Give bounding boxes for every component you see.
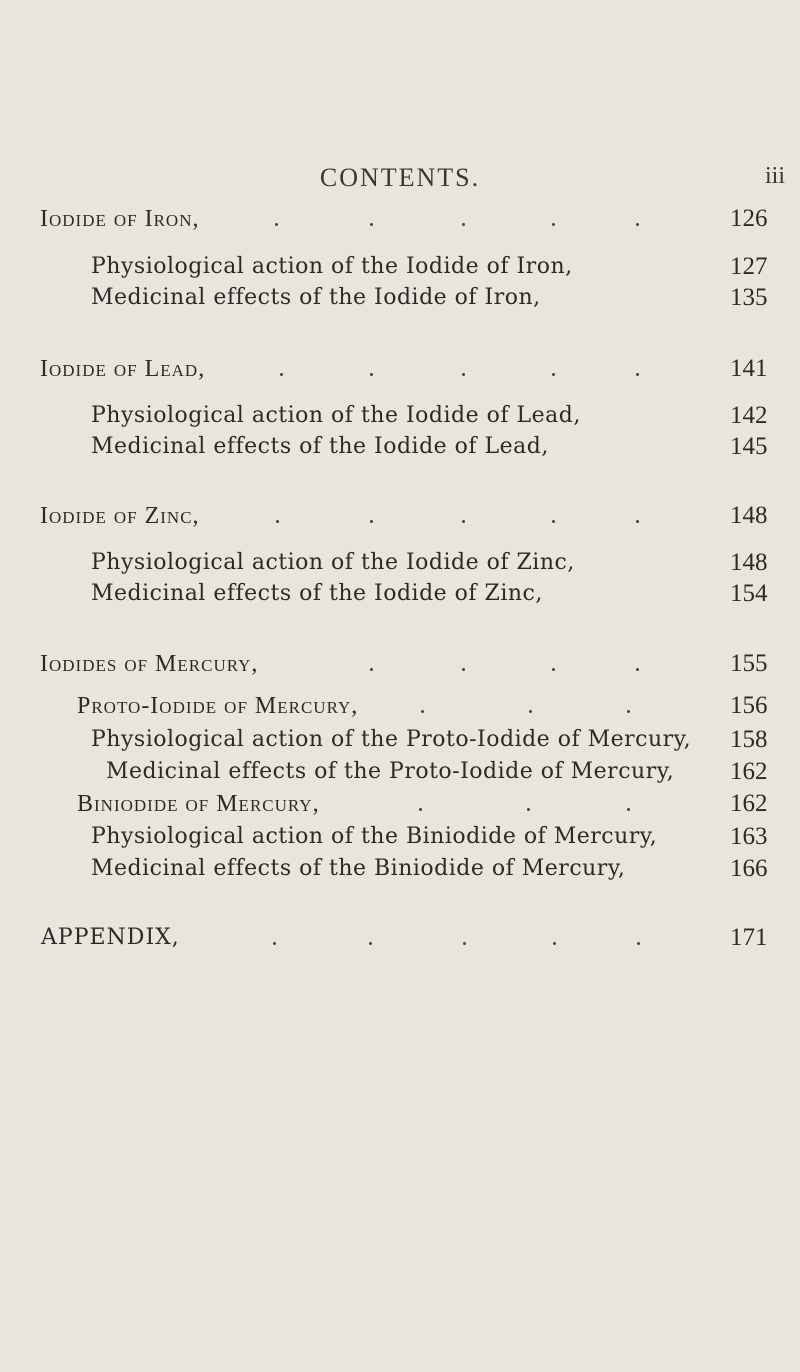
toc-entry-label: Medicinal effects of the Proto-Iodide of Mercury, <box>106 759 675 784</box>
toc-entry-medicinal-iron <box>91 282 780 314</box>
toc-entry-label: Medicinal effects of the Iodide of Lead, <box>91 434 549 459</box>
toc-entry-medicinal-zinc <box>91 578 780 610</box>
leader-dot <box>462 520 465 523</box>
toc-entry-label: Physiological action of the Iodide of Lead, <box>91 403 581 428</box>
toc-entry-appendix <box>41 922 780 954</box>
toc-page-number: 148 <box>730 549 768 576</box>
toc-entry-label: Physiological action of the Proto-Iodide of Mercury, <box>91 727 692 752</box>
toc-entry-label: Iodide of Zinc, <box>40 503 200 529</box>
leader-dot <box>636 668 639 671</box>
toc-page-number: 155 <box>730 650 768 677</box>
leader-dot <box>370 520 373 523</box>
leader-dot <box>273 942 276 945</box>
leader-dot <box>275 223 278 226</box>
toc-entry-iodide-of-iron <box>40 203 780 235</box>
toc-page-number: 126 <box>730 205 768 232</box>
toc-entry-biniodide <box>77 788 780 820</box>
toc-entry-label: Physiological action of the Biniodide of Mercury, <box>91 824 658 849</box>
leader-dot <box>529 710 532 713</box>
toc-page-number: 162 <box>730 790 768 817</box>
leader-dot <box>552 373 555 376</box>
toc-page-number: 171 <box>730 924 768 951</box>
leader-dot <box>421 710 424 713</box>
toc-page-number: 163 <box>730 823 768 850</box>
leader-dot <box>553 942 556 945</box>
leader-dot <box>462 668 465 671</box>
toc-page-number: 142 <box>730 402 768 429</box>
page-title: CONTENTS. <box>319 163 481 192</box>
leader-dot <box>636 520 639 523</box>
toc-entry-label: Proto-Iodide of Mercury, <box>77 693 359 719</box>
leader-dot <box>369 942 372 945</box>
page-number: iii <box>765 163 786 189</box>
toc-entry-physiological-biniodide <box>91 821 780 853</box>
leader-dot <box>370 668 373 671</box>
toc-entry-label: Biniodide of Mercury, <box>77 791 320 817</box>
leader-dot <box>627 710 630 713</box>
leader-dot <box>552 520 555 523</box>
toc-entry-label: Medicinal effects of the Iodide of Iron, <box>91 285 541 310</box>
toc-entry-iodide-of-lead <box>40 353 780 385</box>
toc-entry-physiological-proto-iodide <box>91 724 780 756</box>
toc-page-number: 162 <box>730 758 768 785</box>
toc-entry-physiological-zinc <box>91 547 780 579</box>
toc-entry-medicinal-biniodide <box>91 853 780 885</box>
leader-dot <box>462 373 465 376</box>
toc-entry-label: Iodides of Mercury, <box>40 651 259 677</box>
toc-page-number: 145 <box>730 433 768 460</box>
toc-entry-label: Physiological action of the Iodide of Iron, <box>91 254 573 279</box>
leader-dot <box>552 668 555 671</box>
toc-entry-medicinal-proto-iodide <box>106 756 780 788</box>
leader-dot <box>552 223 555 226</box>
toc-entry-iodide-of-zinc <box>40 500 780 532</box>
toc-page-number: 148 <box>730 502 768 529</box>
toc-page-number: 135 <box>730 284 768 311</box>
toc-page-number: 127 <box>730 253 768 280</box>
leader-dot <box>276 520 279 523</box>
leader-dot <box>636 373 639 376</box>
toc-entry-label: Iodide of Lead, <box>40 356 206 382</box>
toc-entry-label: Medicinal effects of the Biniodide of Mercury, <box>91 856 626 881</box>
toc-page-number: 156 <box>730 692 768 719</box>
toc-entry-physiological-lead <box>91 400 780 432</box>
leader-dot <box>627 808 630 811</box>
leader-dot <box>370 223 373 226</box>
toc-page-number: 154 <box>730 580 768 607</box>
leader-dot <box>462 223 465 226</box>
leader-dot <box>636 223 639 226</box>
toc-entry-physiological-iron <box>91 251 780 283</box>
leader-dot <box>370 373 373 376</box>
toc-entry-label: Physiological action of the Iodide of Zinc, <box>91 550 575 575</box>
leader-dot <box>527 808 530 811</box>
toc-entry-iodides-of-mercury <box>40 648 780 680</box>
toc-page-number: 166 <box>730 855 768 882</box>
leader-dot <box>280 373 283 376</box>
toc-page-number: 141 <box>730 355 768 382</box>
toc-entry-label: APPENDIX, <box>41 925 180 950</box>
toc-entry-label: Medicinal effects of the Iodide of Zinc, <box>91 581 543 606</box>
toc-entry-proto-iodide <box>77 690 780 722</box>
toc-page-number: 158 <box>730 726 768 753</box>
leader-dot <box>419 808 422 811</box>
leader-dot <box>463 942 466 945</box>
toc-entry-medicinal-lead <box>91 431 780 463</box>
leader-dot <box>637 942 640 945</box>
toc-entry-label: Iodide of Iron, <box>40 206 200 232</box>
